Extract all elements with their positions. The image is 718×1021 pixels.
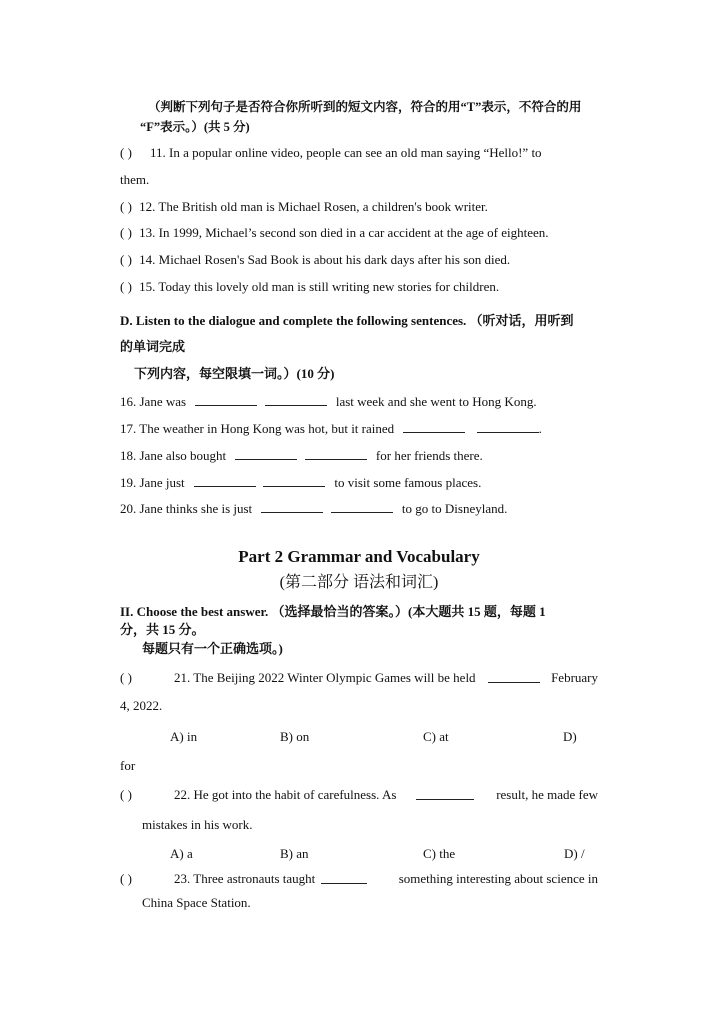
answer-blank[interactable] — [235, 447, 297, 460]
answer-paren[interactable]: ( ) — [120, 787, 132, 802]
question-20-end: to go to Disneyland. — [401, 501, 508, 516]
answer-paren[interactable]: ( ) — [120, 252, 132, 267]
question-14-text: 14. Michael Rosen's Sad Book is about his dark days after his son died. — [139, 252, 511, 267]
question-17-end: . — [538, 421, 542, 436]
question-17 — [120, 420, 542, 437]
option-c[interactable]: C) the — [423, 846, 456, 861]
section-d-instruction-line2: 的单词完成 — [120, 339, 186, 354]
section-ii-instruction-line2: 分，共 15 分。 — [120, 622, 205, 637]
answer-paren[interactable]: ( ) — [120, 145, 132, 160]
answer-blank[interactable] — [321, 871, 367, 884]
question-20 — [120, 500, 507, 517]
section-d-instruction-line3: 下列内容，每空限填一词。）(10 分) — [134, 366, 335, 381]
answer-blank[interactable] — [403, 420, 465, 433]
question-21-text: 21. The Beijing 2022 Winter Olympic Games will be held — [174, 670, 476, 685]
answer-paren[interactable]: ( ) — [120, 225, 132, 240]
option-a[interactable]: A) in — [170, 729, 198, 744]
question-17-text: 17. The weather in Hong Kong was hot, but it rained — [120, 421, 395, 436]
answer-paren[interactable]: ( ) — [120, 670, 132, 685]
answer-blank[interactable] — [261, 500, 323, 513]
question-13-text: 13. In 1999, Michael’s second son died in a car accident at the age of eighteen. — [139, 225, 549, 240]
answer-blank[interactable] — [265, 393, 327, 406]
question-22 — [120, 787, 598, 803]
section-d-instruction-line1: D. Listen to the dialogue and complete the following sentences. （听对话，用听到 — [120, 313, 574, 328]
section-c-instruction-line1: （判断下列句子是否符合你所听到的短文内容，符合的用“T”表示，不符合的用 — [148, 100, 582, 114]
answer-paren[interactable]: ( ) — [120, 871, 132, 886]
answer-blank[interactable] — [477, 420, 539, 433]
answer-blank[interactable] — [194, 474, 256, 487]
question-19-end: to visit some famous places. — [334, 475, 482, 490]
option-c[interactable]: C) at — [423, 729, 449, 744]
question-21-after: February — [551, 670, 598, 685]
question-18-text: 18. Jane also bought — [120, 448, 227, 463]
question-12-text: 12. The British old man is Michael Rosen, a children's book writer. — [139, 199, 488, 214]
question-18-end: for her friends there. — [375, 448, 483, 463]
question-22-after: result, he made few — [496, 787, 598, 802]
option-d[interactable]: D) — [563, 729, 577, 744]
option-d-overflow: for — [120, 758, 136, 773]
section-ii-instruction-line3: 每题只有一个正确选项。) — [142, 641, 283, 656]
question-12 — [120, 199, 488, 215]
question-21 — [120, 670, 598, 686]
question-16-end: last week and she went to Hong Kong. — [335, 394, 537, 409]
section-ii-instruction-line1: II. Choose the best answer. （选择最恰当的答案。）(本大题共 15 题，每题 1 — [120, 604, 546, 619]
question-20-text: 20. Jane thinks she is just — [120, 501, 253, 516]
question-16-text: 16. Jane was — [120, 394, 187, 409]
answer-blank[interactable] — [263, 474, 325, 487]
question-11-continued: them. — [120, 172, 150, 187]
question-13 — [120, 225, 549, 241]
answer-blank[interactable] — [331, 500, 393, 513]
question-23 — [120, 871, 598, 887]
answer-blank[interactable] — [195, 393, 257, 406]
question-19-text: 19. Jane just — [120, 475, 185, 490]
answer-blank[interactable] — [488, 670, 540, 683]
option-b[interactable]: B) an — [280, 846, 309, 861]
part-2-subtitle: (第二部分 语法和词汇) — [279, 574, 439, 591]
question-19 — [120, 474, 481, 491]
question-23-after: something interesting about science in — [398, 871, 598, 886]
option-b[interactable]: B) on — [280, 729, 310, 744]
option-a[interactable]: A) a — [170, 846, 193, 861]
question-15-text: 15. Today this lovely old man is still writing new stories for children. — [139, 279, 500, 294]
answer-paren[interactable]: ( ) — [120, 199, 132, 214]
question-15 — [120, 279, 499, 295]
answer-blank[interactable] — [305, 447, 367, 460]
question-14 — [120, 252, 510, 268]
question-22-continued: mistakes in his work. — [142, 817, 253, 832]
question-11-text: 11. In a popular online video, people can see an old man saying “Hello!” to — [150, 145, 542, 160]
question-18 — [120, 447, 483, 464]
question-23-text: 23. Three astronauts taught — [174, 871, 316, 886]
question-16 — [120, 393, 537, 410]
question-23-continued: China Space Station. — [142, 895, 251, 910]
part-2-title: Part 2 Grammar and Vocabulary — [238, 547, 480, 566]
answer-blank[interactable] — [416, 787, 474, 800]
question-22-text: 22. He got into the habit of carefulness. As — [174, 787, 397, 802]
option-d[interactable]: D) / — [564, 846, 585, 861]
question-11 — [120, 145, 598, 161]
question-21-continued: 4, 2022. — [120, 698, 163, 713]
section-c-instruction-line2: “F”表示。）(共 5 分) — [140, 120, 250, 134]
answer-paren[interactable]: ( ) — [120, 279, 132, 294]
